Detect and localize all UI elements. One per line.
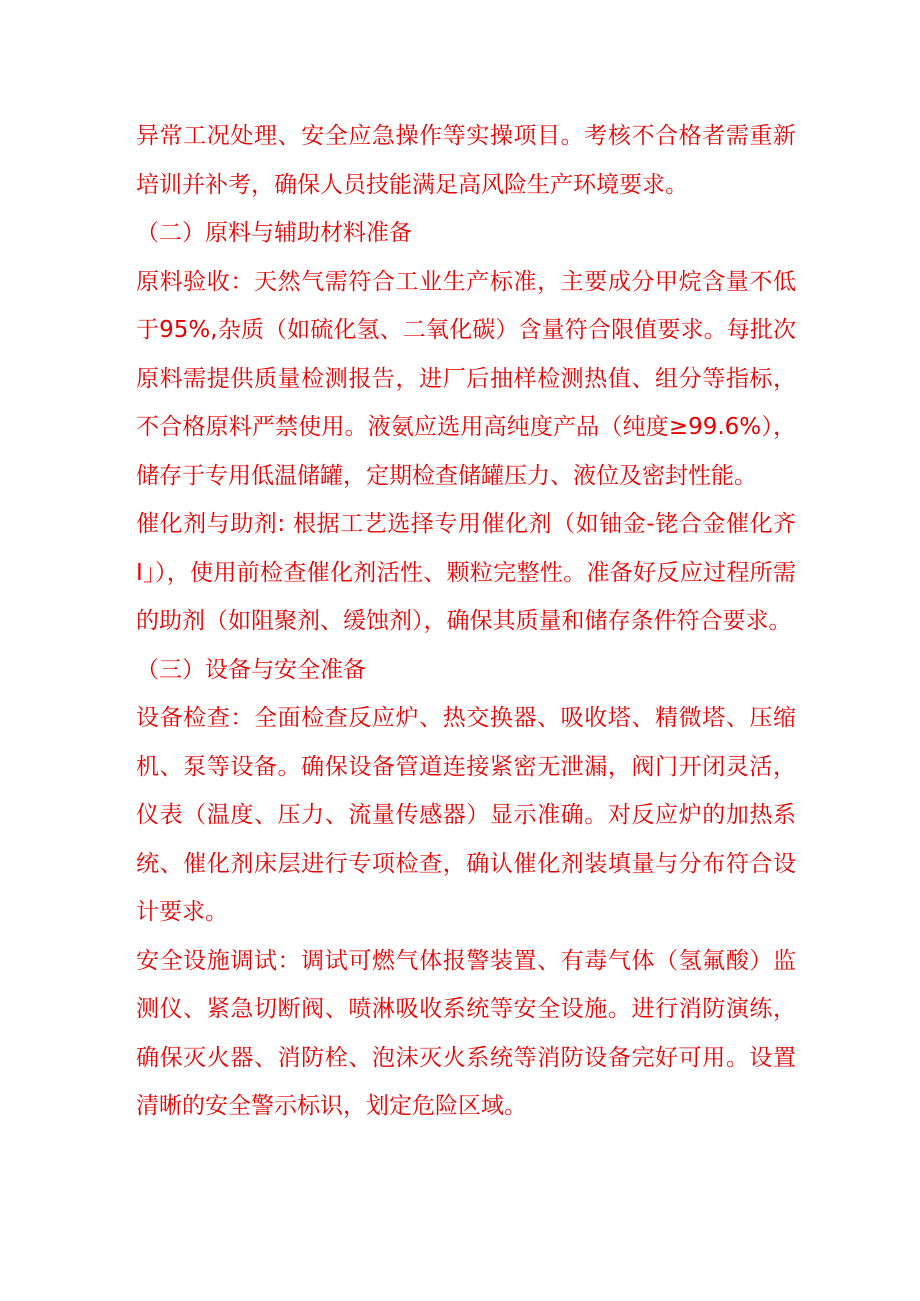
paragraph-safety-facilities: 安全设施调试：调试可燃气体报警装置、有毒气体（氢氟酸）监测仪、紧急切断阀、喷淋吸收系统等安全设施。进行消防演练，确保灭火器、消防栓、泡沫灭火系统等消防设备完好可用。设置清晰的安全警示标识，划定危险区域。	[136, 947, 796, 1119]
document-body	[136, 112, 796, 1131]
paragraph-catalyst-additives: 催化剂与助剂: 根据工艺选择专用催化剂（如铀金-铑合金催化齐Ⅰ」），使用前检查催化剂活性、颗粒完整性。准备好反应过程所需的助剂（如阻聚剂、缓蚀剂），确保其质量和储存条件符合要求。	[136, 511, 796, 634]
section-heading-equipment-safety: （三）设备与安全准备	[136, 656, 366, 683]
paragraph-equipment-inspection: 设备检查：全面检查反应炉、热交换器、吸收塔、精微塔、压缩机、泵等设备。确保设备管道连接紧密无泄漏，阀门开闭灵活，仪表（温度、压力、流量传感器）显示准确。对反应炉的加热系统、催化剂床层进行专项检查，确认催化剂装填量与分布符合设计要求。	[136, 705, 796, 925]
paragraph-raw-material-acceptance: 原料验收：天然气需符合工业生产标准，主要成分甲烷含量不低于95%,杂质（如硫化氢、二氧化碳）含量符合限值要求。每批次原料需提供质量检测报告，进厂后抽样检测热值、组分等指标，不合格原料严禁使用。液氨应选用高纯度产品（纯度≥99.6%），储存于专用低温储罐，定期检查储罐压力、液位及密封性能。	[136, 268, 796, 489]
paragraph-training-assessment: 异常工况处理、安全应急操作等实操项目。考核不合格者需重新培训并补考，确保人员技能满足高风险生产环境要求。	[136, 123, 796, 198]
section-heading-materials: （二）原料与辅助材料准备	[136, 220, 412, 246]
